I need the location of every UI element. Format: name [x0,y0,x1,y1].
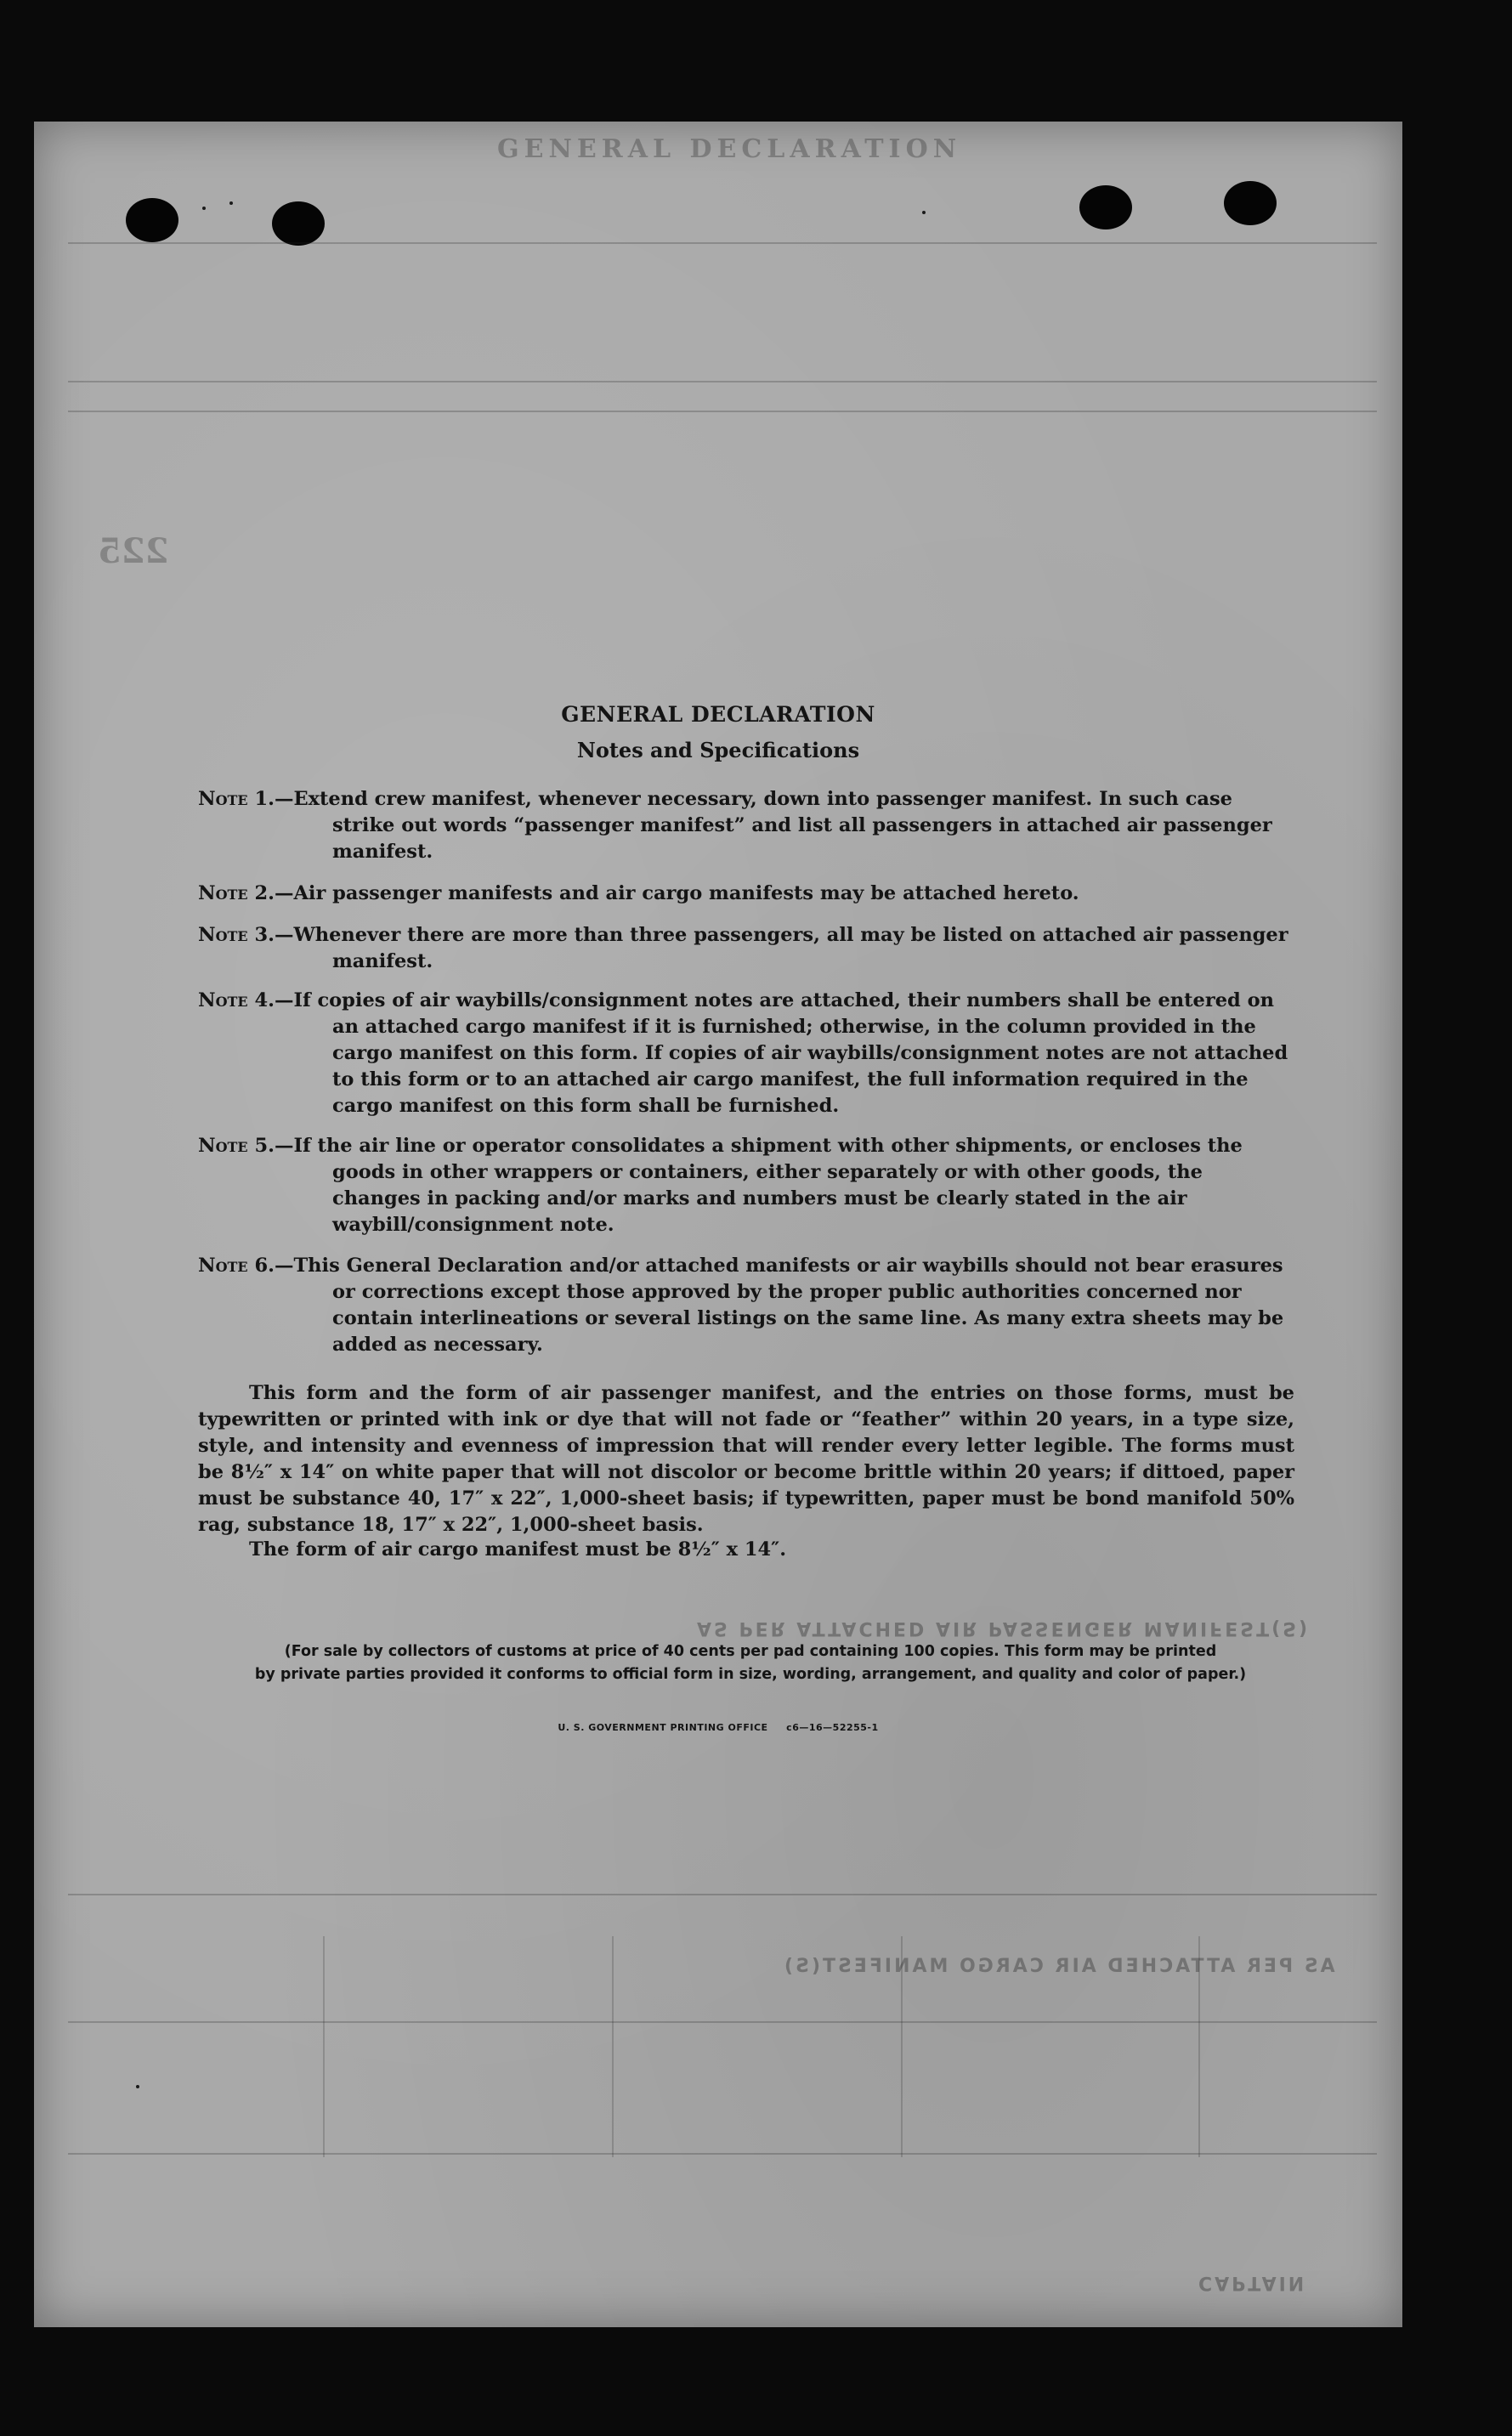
note-label: Note 3. [198,924,275,946]
punch-hole [1079,185,1132,229]
note-2 [198,881,1294,907]
bleed-through-captain: CAPTAIN [1198,2272,1307,2293]
bleed-through-number: 225 [98,531,169,571]
specification-paragraph: This form and the form of air passenger manifest, and the entries on those forms, must be typewritten or printed with ink or dye that will not fade or “feather” within 20 years, in a type size, style, and intensity and evenness of impression that will render every letter legible. The forms must be 8½″ x 14″ on white paper that will not discolor or become brittle within 20 years; if dittoed, paper must be substance 40, 17″ x 22″, 1,000-sheet basis; if typewritten, paper must be bond manifold 50% rag, substance 18, 17″ x 22″, 1,000-sheet basis. [198,1382,1294,1536]
note-text: —If the air line or operator consolidates a shipment with other shipments, or encloses the goods in other wrappers or containers, either separately or with other goods, the changes in packing and/or marks and numbers must be clearly stated in the air waybill/consignment note. [274,1135,1243,1236]
speck [922,211,926,214]
punch-hole [1224,181,1277,225]
sale-note-line: by private parties provided it conforms to official form in size, wording, arrangement, and quality and color of paper.) [254,1666,1247,1683]
note-label: Note 2. [198,882,275,904]
punch-hole [272,201,325,246]
note-label: Note 4. [198,989,275,1011]
bleed-through-rule [68,2021,1377,2023]
punch-hole [126,198,178,242]
bleed-through-rule [68,1894,1377,1895]
printing-office-line: U. S. GOVERNMENT PRINTING OFFICE c6—16—52255-1 [558,1722,879,1733]
note-text: —If copies of air waybills/consignment notes are attached, their numbers shall be entered on an attached cargo manifest if it is furnished; otherwise, in the column provided in the cargo manifest on this form. If copies of air waybills/consignment notes are not attached to this form or to an attached air cargo manifest, the full information required in the cargo manifest on this form shall be furnished. [274,989,1288,1117]
note-1 [198,786,1294,865]
bleed-through-rule [68,381,1377,382]
bleed-through-cargo-stamp: AS PER ATTACHED AIR CARGO MANIFEST(S) [782,1956,1335,1977]
note-3 [198,922,1294,975]
note-text: —Extend crew manifest, whenever necessary, down into passenger manifest. In such case strike out words “passenger manifest” and list all passengers in attached air passenger manifest. [274,788,1272,863]
page-subtitle: Notes and Specifications [576,738,860,762]
note-6 [198,1253,1294,1358]
speck [202,207,206,210]
bleed-through-rule [68,411,1377,412]
bleed-through-column [612,1936,614,2157]
speck [229,201,233,205]
bleed-through-passenger-stamp: AS PER ATTACHED AIR PASSENGER MANIFEST(S) [697,1617,1311,1639]
note-label: Note 1. [198,788,275,810]
note-4 [198,988,1294,1119]
bleed-through-column [323,1936,325,2157]
bleed-through-title: GENERAL DECLARATION [497,134,962,164]
document-page [34,122,1402,2327]
note-label: Note 6. [198,1255,275,1277]
note-5 [198,1133,1294,1238]
note-text: —Air passenger manifests and air cargo manifests may be attached hereto. [274,882,1079,904]
cargo-size-line: The form of air cargo manifest must be 8½″ x 14″. [249,1538,787,1561]
note-label: Note 5. [198,1135,275,1157]
sale-note [198,1640,1303,1686]
page-title: GENERAL DECLARATION [561,702,875,727]
speck [136,2085,139,2088]
note-text: —Whenever there are more than three passengers, all may be listed on attached air passenger manifest. [274,924,1288,972]
bleed-through-rule [68,2153,1377,2155]
bleed-through-rule [68,242,1377,244]
note-text: —This General Declaration and/or attached manifests or air waybills should not bear erasures or corrections except those approved by the proper public authorities concerned nor contain interlineations or several listings on the same line. As many extra sheets may be added as necessary. [274,1255,1284,1356]
sale-note-line: (For sale by collectors of customs at price of 40 cents per pad containing 100 copies. This form may be printed [284,1643,1217,1660]
